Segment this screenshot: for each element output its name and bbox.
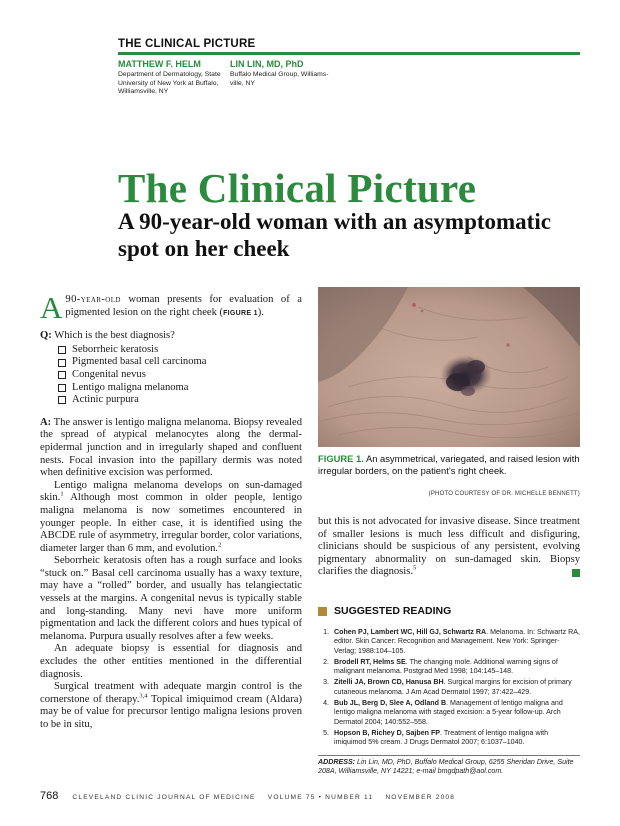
paragraph-text: Seborrheic keratosis often has a rough surface and looks “stuck on.” Basal cell carcinoma usually has a waxy texture, may have a “rolled” border, and usually has telangiectatic vessels at the margins. A congenital nevus is typically stable and long-standing. Many nevi have more uniform pigmentation and lack the different colors and hues typical of melanoma. Purpura usually resolves after a few weeks. [40,555,302,642]
answer-paragraph [40,417,302,480]
reference-text: . Surgical margins for excision of primary cutaneous melanoma. J Am Acad Dermatol 1997; 37:422–429. [334,678,572,696]
choice-label: Actinic purpura [72,394,139,406]
choice-label: Congenital nevus [72,368,146,380]
paragraph-text: An adequate biopsy is essential for diagnosis and excludes the other entities mentioned in the differential diagnosis. [40,643,302,680]
paragraph-text: Topical imiquimod cream (Aldara) may be of value for precursor lentigo maligna lesions proven to be in situ, [40,693,302,730]
paragraph-text: Lentigo maligna melanoma develops on sun-damaged skin. [40,479,302,504]
address-text: Lin Lin, MD, PhD, Buffalo Medical Group, 6255 Sheridan Drive, Suite 208A, Williamsville, NY 14221; e-mail bmgdpath@aol.com. [318,758,574,776]
author-affiliation: Department of Dermatology, State University of New York at Buffalo, Williamsville, NY [118,71,221,96]
clinical-photo [318,287,580,447]
heading-text: SUGGESTED READING [334,605,452,617]
page-number: 768 [40,790,59,802]
reference-list [318,628,580,750]
reference-authors: Bub JL, Berg D, Slee A, Odland B [334,699,447,708]
checkbox-icon [58,371,66,379]
choice-item [58,356,302,369]
reference-number: 4. [323,699,329,708]
body-paragraph [40,643,302,681]
photo-credit: (PHOTO COURTESY OF DR. MICHELLE BENNETT) [428,491,580,497]
reference-text: . Melanoma. In: Schwartz RA, editor. Skin Cancer: Recognition and Management. New York: Springer-Verlag; 1988:104–105. [334,628,580,655]
author-block-2 [230,59,340,88]
section-rule [118,52,580,55]
checkbox-icon [58,396,66,404]
figure-reference: FIGURE 1 [223,309,258,317]
reference-item [318,628,580,656]
citation: 5 [413,564,417,572]
section-label: THE CLINICAL PICTURE [118,38,256,50]
body-paragraph [40,480,302,556]
journal-info: CLEVELAND CLINIC JOURNAL OF MEDICINE VOLUME 75 • NUMBER 11 NOVEMBER 2008 [72,794,456,801]
body-paragraph [40,681,302,731]
citation: 2 [218,541,222,549]
checkbox-icon [58,346,66,354]
choice-item [58,394,302,407]
intro-end: ). [257,306,264,318]
end-mark-icon [572,569,580,577]
citation: 3,4 [139,692,148,700]
caption-text: An asymmetrical, variegated, and raised lesion with irregular borders, on the patient’s right cheek. [318,453,580,476]
correspondence-address [318,758,580,777]
paragraph-text: Surgical treatment with adequate margin control is the cornerstone of therapy. [40,681,302,705]
intro-text: woman presents for evaluation of a pigmented lesion on the right cheek ( [65,294,302,318]
paragraph-text: Although most common in older people, lentigo maligna melanoma is now sometimes encountered in younger people. In either case, it is identified using the ABCDE rule of asymmetry, irregular border, color variations, diameter larger than 6 mm, and evolution. [40,492,302,554]
article-subtitle: A 90-year-old woman with an asymptomatic spot on her cheek [118,209,551,261]
paragraph-text: but this is not advocated for invasive disease. Since treatment of smaller lesions is much less difficult and disfiguring, clinicians should be suspicious of any persistent, evolving pigmentary abnormality on sun-damaged skin. Biopsy clarifies the diagnosis. [318,516,580,578]
body-paragraph [40,555,302,643]
reference-authors: Hopson B, Richey D, Sajben FP [334,728,441,737]
reference-text: . Treatment of lentigo maligna with imiquimod 5% cream. J Drugs Dermatol 2007; 6:1037–1040. [334,728,549,747]
figure-label: FIGURE 1. [318,453,364,464]
reference-text: . The changing mole. Additional warning signs of malignant melanoma. Postgrad Med 1998; 104:145–148. [334,657,558,676]
address-label: ADDRESS: [318,758,356,766]
reference-item [318,658,580,677]
author-name: MATTHEW F. HELM [118,59,201,69]
choice-list [58,344,302,407]
reference-authors: Brodell RT, Helms SE [334,657,406,666]
reference-number: 2. [323,657,329,666]
text-column-left [40,290,302,732]
question-block [40,330,302,407]
reference-authors: Cohen PJ, Lambert WC, Hill GJ, Schwartz RA [334,628,487,636]
intro-smallcaps: 90-year-old [65,294,121,305]
reference-number: 3. [323,678,329,687]
figure-caption [318,453,580,476]
photo-illustration [318,287,580,447]
text-column-right [318,512,580,579]
checkbox-icon [58,359,66,367]
reference-number: 1. [323,628,329,636]
reference-text: . Management of lentigo maligna and lentigo maligna melanoma with staged excision: a 5-year follow-up. Arch Dermatol 2004; 140:552–558. [334,699,563,726]
intro-paragraph [40,290,302,325]
reference-item [318,678,580,697]
choice-item [58,369,302,382]
reference-item [318,729,580,748]
choice-label: Seborrheic keratosis [72,343,159,355]
citation: 1 [60,490,64,498]
choice-item [58,344,302,357]
checkbox-icon [58,384,66,392]
answer-label: A: [40,416,52,428]
answer-text: The answer is lentigo maligna melanoma. Biopsy revealed the spread of atypical melanocytes along the dermal-epidermal junction and in irregularly shaped and confluent nests. Focal invasion into the papillary dermis was noted when definitive excision was performed. [40,416,302,479]
reference-item [318,699,580,727]
reference-authors: Zitelli JA, Brown CD, Hanusa BH [334,678,444,687]
choice-item [58,382,302,395]
reference-number: 5. [323,728,329,737]
suggested-reading-heading [318,605,451,617]
question-label: Q: [40,330,52,342]
author-name: LIN LIN, MD, PhD [230,59,304,69]
author-affiliation: Buffalo Medical Group, Williams-ville, NY [230,71,329,87]
address-rule [318,755,580,756]
heading-square-icon [318,607,327,616]
question-text: Which is the best diagnosis? [54,330,175,342]
choice-label: Pigmented basal cell carcinoma [72,356,207,368]
page-footer [40,790,455,802]
choice-label: Lentigo maligna melanoma [72,381,189,393]
body-paragraph-continued [318,516,580,579]
author-block-1 [118,59,226,97]
article-title: The Clinical Picture [118,165,477,211]
drop-cap: A [40,290,63,325]
